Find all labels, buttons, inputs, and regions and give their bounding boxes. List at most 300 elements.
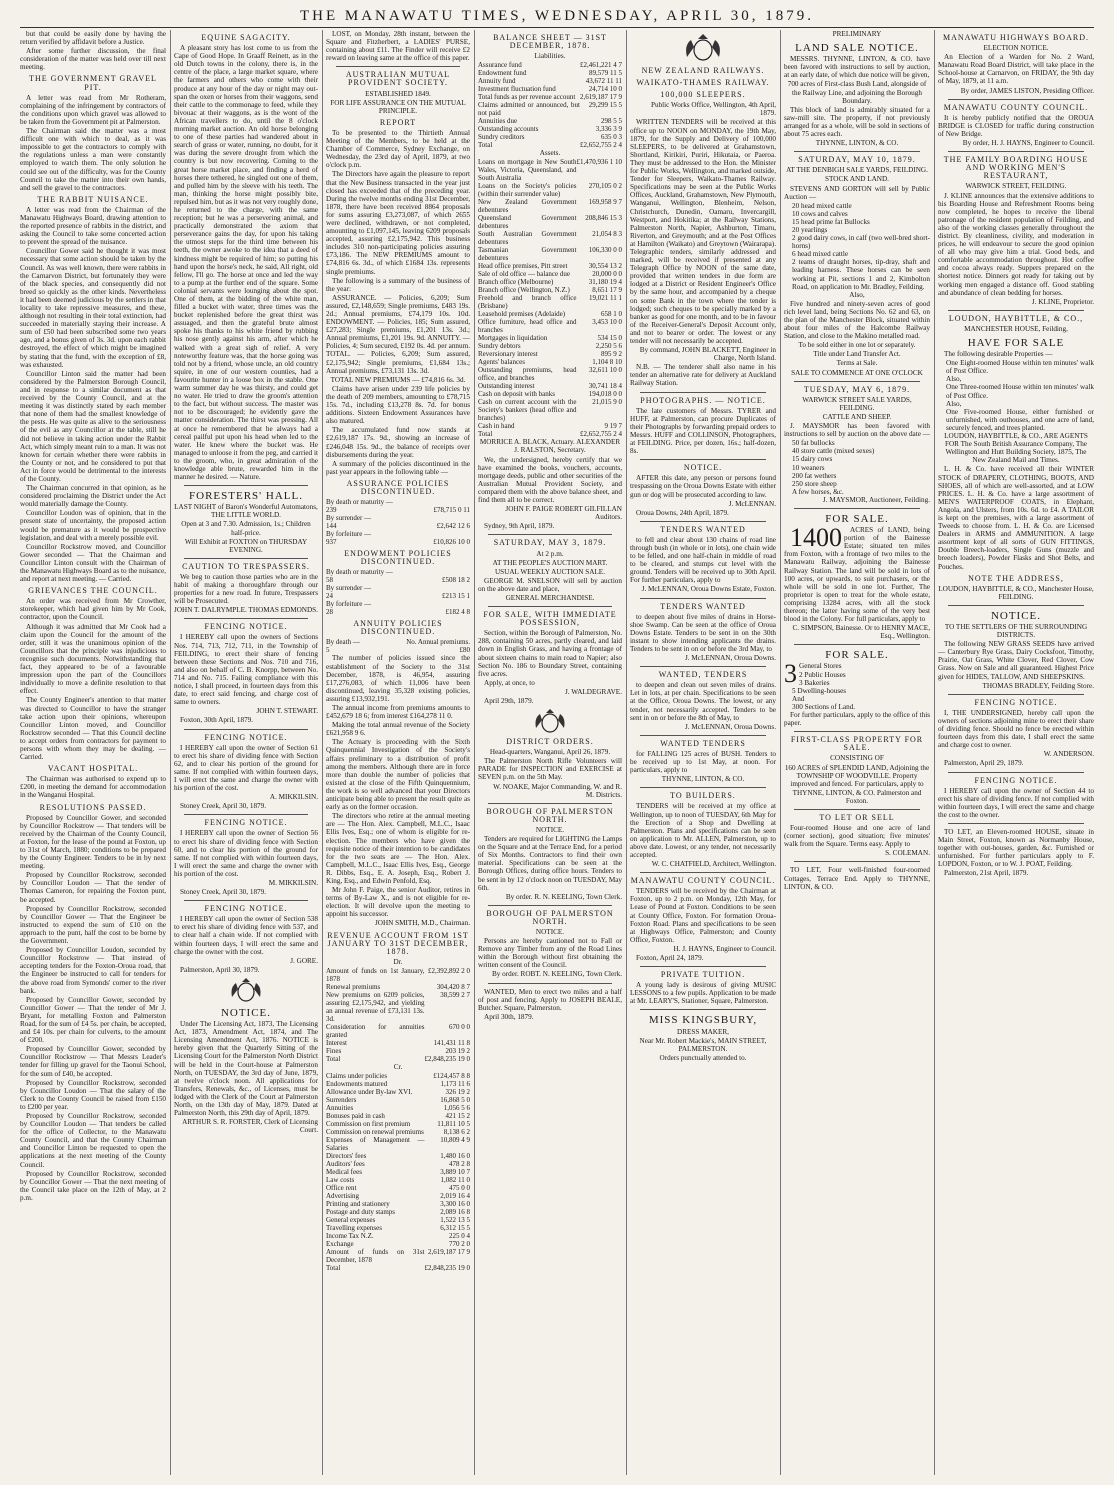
table-cell-value: 2,250 5 6 xyxy=(595,342,622,351)
table-cell-value: 89,579 11 5 xyxy=(589,69,622,78)
table-row xyxy=(326,1152,470,1160)
table-cell-value: 770 2 0 xyxy=(449,1240,470,1248)
ad-heading: THE FAMILY BOARDING HOUSE AND WORKING MEN'S RESTAURANT, xyxy=(943,155,1089,181)
table-cell-label: Branch office (Melbourne) xyxy=(478,278,554,287)
column-land-sales xyxy=(784,30,930,1475)
table-row xyxy=(326,1224,470,1232)
ad-text: AFTER this date, any person or persons found trespassing on the Oroua Downs Estate with either gun or dog will be prosecuted according to law. xyxy=(630,474,776,499)
divider xyxy=(640,459,766,460)
table-row xyxy=(326,1240,470,1248)
table-row xyxy=(326,514,470,522)
royal-crest-icon xyxy=(530,708,570,734)
ad-date: Palmerston, April 29, 1879. xyxy=(944,759,1024,768)
divider xyxy=(184,729,308,730)
ad-heading: NOTICE. xyxy=(220,1006,272,1019)
table-cell-value xyxy=(428,600,471,608)
table-row xyxy=(326,1047,470,1055)
table-cell-value: 8,651 17 9 xyxy=(592,286,622,295)
table-cell-value: £508 18 2 xyxy=(442,576,470,585)
divider xyxy=(184,814,308,815)
paragraph: Proposed by Councillor Gower, and seconded by Councillor Rockstrow — That tenders will be received by the Chairman of the County Council, at Foxton, for the lease of the pound at Foxton, up to 31st of March, 1880; conditions to be prepared by the County Engineer. Tenders to be in by next meeting. xyxy=(20,813,166,871)
column-rule xyxy=(170,30,171,1475)
table-cell-value: 141,431 11 8 xyxy=(433,1038,470,1047)
table-row xyxy=(478,214,622,230)
ad-heading: BOROUGH OF PALMERSTON NORTH. xyxy=(486,908,614,926)
divider xyxy=(640,966,766,967)
ad-signature: ARTHUR S. R. FORSTER, Clerk of Licensing Court. xyxy=(182,1118,318,1135)
ad-signature: J. GORE. xyxy=(290,956,318,965)
list-item: 15 dairy cows xyxy=(792,455,833,464)
table-row xyxy=(326,1208,470,1216)
ad-text: To be sold either in one lot or separately. xyxy=(798,341,916,350)
ad-text: I HEREBY call upon the owners of Sections Nos. 714, 713, 712, 711, in the Township of FEILDING, to erect their share of fencing between these Sections and Nos. 710 and 716, and also on behalf of C. B. Knorpp, between No. 714 and No. 715. Failing compliance with this notice, I shall proceed, in fourteen days from this date, to erect said fencing, and charge cost of same to owners. xyxy=(174,633,318,707)
table-cell-value: 43,672 11 11 xyxy=(585,77,622,86)
table-row xyxy=(478,430,622,438)
ad-signature: W. ANDERSON. xyxy=(1043,750,1094,759)
list-item: 10 cows and calves xyxy=(792,209,848,218)
ad-text: L. H. & Co. have received all their WINTER STOCK of DRAPERY, CLOTHING, BOOTS, AND SHOES, all of which are well-assorted, and at LOW PRICES. L. H. & Co. have a large assortment of MEN'S WATERPROOF COATS, in Elephant, Angola, and Ulsters, from 10s. 6d. to £4. A TAILOR is kept on the premises, with a large assortment of Tweeds to choose from. L. H. & Co. are Licensed Dealers in ARMS and AMMUNITION. A large assortment kept of all sorts of GUN FITTINGS, Double Breech-loaders, Single Guns (muzzle and breech loaders), Powder Flasks and Shot Belts, and Pouches. xyxy=(938,465,1094,571)
table-heading: ASSURANCE POLICIES DISCONTINUED. xyxy=(346,478,450,496)
table-cell-value: 304,420 8 7 xyxy=(436,982,470,991)
paragraph: The directors who retire at the annual meeting are — The Hon. Alex. Campbell, M.L.C., Isaac Ellis Ives, Esq.; one of whom is eligible for re-election. The members who have given the requisite notice of their intention to be candidates for the two seats are — The Hon. Alex. Campbell, M.L.C., Isaac Ellis Ives, Esq., George R. Dibbs, Esq., E. A. Joseph, Esq., Robert J. King, Esq., and Edwin Penfold, Esq. xyxy=(326,812,470,885)
ad-text xyxy=(784,662,930,711)
table-row xyxy=(478,294,622,310)
list-item: 2 teams of draught horses, tip-dray, shaft and leading harness. These horses can be seen working at Pit, sections 1 and 2, Kimbolton Road, on application to Mr. Bradley, Feilding. xyxy=(792,258,930,291)
ad-text: Also, xyxy=(849,290,865,299)
table-row xyxy=(326,522,470,530)
list-item: Also, xyxy=(946,399,962,408)
table-cell-label: New premiums on 6209 policies, assuring £2,175,942, and yielding an annual revenue of £73,131 13s. 3d. xyxy=(326,990,425,1023)
table-heading: REVENUE ACCOUNT FROM 1ST JANUARY TO 31ST DECEMBER, 1878. xyxy=(327,930,469,956)
paragraph: Proposed by Councillor Loudon, seconded by Councillor Rockstrow — That instead of accepting tenders for the Foxton-Oroua road, that the Engineer be instructed to call for tenders for the above road from Symonds' corner to the river bank. xyxy=(20,946,166,995)
table-row xyxy=(326,983,470,991)
ad-heading: TUESDAY, MAY 6, 1879. xyxy=(803,384,911,394)
ad-text: to fell and clear about 130 chains of road line through bush (in whole or in lots), one chain wide to be felled, and one half-chain in middle of road to be cleared, and stumps cut level with the ground. Tenders will be received up to 30th April. For further particulars, apply to xyxy=(630,535,776,585)
table-cell-value xyxy=(419,514,470,522)
ad-heading: NOTICE. xyxy=(990,609,1042,622)
discontinued-table xyxy=(326,568,470,616)
table-cell-label: By forfeiture — xyxy=(326,530,372,539)
table-cell-label: Sundry debtors xyxy=(478,342,521,351)
ad-text: Four-roomed House and one acre of land (corner section), good situation; five minutes' walk from the Square. Terms easy. Apply to xyxy=(784,824,930,849)
table-row xyxy=(326,1232,470,1240)
column-railway-tenders xyxy=(630,30,776,1475)
table-cell-label: Office furniture, head office and branches xyxy=(478,318,577,335)
ad-date: Foxton, April 24, 1879. xyxy=(636,954,704,962)
ad-heading: FIRST-CLASS PROPERTY FOR SALE. xyxy=(790,735,924,753)
ad-date: Palmerston, April 30, 1879. xyxy=(180,965,260,974)
ad-signature: By order, H. J. HAYNS, Engineer to Council. xyxy=(962,139,1094,148)
ad-heading: SATURDAY, MAY 10, 1879. xyxy=(798,155,916,165)
ad-text: NOTICE. xyxy=(535,927,565,936)
table-cell-label: Cash on deposit with banks xyxy=(478,390,555,399)
table-cell-label: Office rent xyxy=(326,1184,357,1192)
ad-heading: AUSTRALIAN MUTUAL PROVIDENT SOCIETY. xyxy=(345,70,451,88)
table-row xyxy=(326,1055,470,1063)
ad-heading: LAND SALE NOTICE. xyxy=(795,42,919,55)
divider xyxy=(640,1009,766,1010)
big-number: 3 xyxy=(784,662,797,689)
divider xyxy=(640,735,766,736)
divider xyxy=(948,99,1084,100)
table-cell-label: General expenses xyxy=(326,1216,376,1224)
ad-signature: S. COLEMAN. xyxy=(885,849,930,858)
paragraph: Making the total annual revenue of the Society £621,958 9 6. xyxy=(326,721,470,738)
table-cell-value: 225 0 4 xyxy=(449,1232,470,1240)
table-cell-value: 3,453 10 0 xyxy=(592,318,622,327)
table-cell-label: Outstanding interest xyxy=(478,382,535,391)
section-heading: REPORT xyxy=(379,117,417,127)
discontinued-table xyxy=(326,498,470,546)
table-cell-label: Directors' fees xyxy=(326,1152,367,1160)
table-row xyxy=(326,1080,470,1088)
table-cell-value: 475 0 0 xyxy=(449,1184,470,1192)
list-item: 20 head mixed cattle xyxy=(792,201,852,210)
table-cell-value: 1,173 11 6 xyxy=(440,1080,470,1088)
table-cell-label: Outstanding premiums, head office, and branches xyxy=(478,366,577,383)
ad-heading: FENCING NOTICE. xyxy=(204,904,288,914)
table-cell-label: Amount of funds on 31st December, 1878 xyxy=(326,1248,425,1264)
table-cell-label: Investment fluctuation fund xyxy=(478,85,556,94)
paragraph: The Chairman said the matter was a most difficult one with which to deal, as it was impossible to get the contractors to comply with the regulations unless a man were constantly employed to watch them. The only solution he could see out of the difficulty, was for the County Council to take the matter into their own hands, and sell the gravel to the contractors. xyxy=(20,127,166,192)
table-row xyxy=(326,1160,470,1168)
ad-text: Orders punctually attended to. xyxy=(659,1053,747,1062)
ad-signature: J. McLENNAN, Oroua Downs. xyxy=(684,722,776,731)
ad-text: SALE TO COMMENCE AT ONE O'CLOCK xyxy=(791,368,923,377)
ad-text xyxy=(784,523,930,624)
ad-text: Near Mr. Robert Mackie's, MAIN STREET, PALMERSTON. xyxy=(639,1036,767,1053)
ad-heading: SATURDAY, MAY 3, 1879. xyxy=(493,538,607,548)
ad-text: Five hundred and ninety-seven acres of good rich level land, being Sections No. 62 and 63, on the plan of the Manchester Block, situated within about four miles of the Halcombe Railway Station, and close to the Makino metalled road. xyxy=(784,299,930,341)
ad-text: USUAL WEEKLY AUCTION SALE. xyxy=(494,567,605,576)
ad-heading: PHOTOGRAPHS. — NOTICE. xyxy=(640,395,766,405)
table-cell-label: Loans on the Society's policies (within their surrender value) xyxy=(478,182,577,199)
table-row xyxy=(478,230,622,246)
section-heading: THE RABBIT NUISANCE. xyxy=(37,194,149,204)
ad-text: TO LET, Four well-finished four-roomed Cottages, Terrace End. Apply to THYNNE, LINTON, & CO. xyxy=(784,866,930,891)
paragraph: Proposed by Councillor Rockstrow, seconded by Councillor Gower — That the Engineer be instructed to expend the sum of £10 on the approach to the punt, half the cost to be borne by the Government. xyxy=(20,904,166,946)
divider xyxy=(184,900,308,901)
table-cell-label: Total xyxy=(478,430,493,439)
ad-signature: By order. ROBT. N. KEELING, Town Clerk. xyxy=(492,970,622,979)
table-row xyxy=(326,1200,470,1208)
list-item: 3 Bakeries xyxy=(799,678,830,687)
ad-signature: By command, JOHN BLACKETT, Engineer in Charge, North Island. xyxy=(639,346,776,363)
ad-text: Under The Licensing Act, 1873, The Licensing Act, 1873, Amendment Act, 1874, and The Licensing Amendment Act, 1876. NOTICE is hereby given that the Quarterly Sitting of the Licensing Court for the Palmerston North District will be held in the Court-house at Palmerston North, on TUESDAY, the 3rd day of June, 1879, at twelve o'clock noon. All applications for Transfers, Renewals, &c., of Licenses, must be lodged with the Clerk of the Court at Palmerston North, on the 13th day of May, 1879. Dated at Palmerston North, this 29th day of April, 1879. xyxy=(174,1020,318,1118)
table-cell-value: 6,312 15 5 xyxy=(440,1224,470,1232)
table-row xyxy=(478,262,622,270)
paragraph: Proposed by Councillor Rockstrow, seconded by Councillor Loudon — That tenders be called for the office of Collector, to the Manawatu County Council, and that the County Chairman and Councillor Linton be requested to open the applications at the next meeting of the County Council. xyxy=(20,1112,166,1169)
divider xyxy=(184,618,308,619)
table-cell-value: 895 9 2 xyxy=(601,350,622,359)
article-text: A pleasant story has lost come to us from the Cape of Good Hope. In Graaff Reinett, as in the old Dutch towns in the colony, there is, in the centre of the place, a large market square, where the farmers and others who come with their produce at any hour of the day or night may out-span the oxen or horses from their waggons, send their cattle to the commonage to feed, while they bivouac at their waggons, as is the wont of the African travellers to do, until the 8 o'clock morning market auction. An old horse belonging to one of these parties had wandered about in search of grass or water, running, no doubt, for it was during the severe drought from which the country is but now recovering. Coming to the great horse market place, and finding a herd of horses there tethered, he singled out one of them, and pulled him by the sleeve with his teeth. The man, thinking the horse might possibly bite, repulsed him, but as it was not very roughly done, he returned to the charge, with the same reception; but he was a persevering animal, and practically demonstrated the axiom that perseverance gains the day, for upon his taking the utmost steps for the third time between his teeth, the owner awoke to the idea that a deed of kindness might be required of him; so putting his hand upon the horse's neck, he said, All right, old fellow, I'll go. The horse at once and led the way to a pump at the further end of the square. Some colonial servants were lounging about the spot. One of them, at the bidding of the white man, filled a bucket with water, three times was the bucket replenished before the great thirst was assuaged, and then the grateful brute almost spoke his thanks to his white friend by rubbing his nose gently against his arm, after which he walked with a great sigh of relief. A very noteworthy feature was, that the horse going was told not by a friend, whose uncle, an old country squire, in one of our western counties, had a favourite hunter in a loose box in the stable. One warm summer day he was thirsty, and could get no water. He tried to draw the groom's attention to the fact, but without success. The master was not to be discouraged; he evidently gave the matter consideration. The thirst was pressing. All at once he remembered that he always had a cereal pailful put upon his head when led to the water. He knew where the bucket was. He managed to unloose it from the peg, and carried it to the groom, who, in great admiration of the knowledge able brute, rewarded him in the manner he desired. — Nature. xyxy=(174,44,318,482)
table-cell-label: Auditors' fees xyxy=(326,1160,365,1168)
table-cell-label: Consideration for annuities granted xyxy=(326,1022,425,1039)
table-cell-label: Medical fees xyxy=(326,1168,362,1176)
ad-signature: THOMAS BRADLEY, Feilding Store. xyxy=(982,681,1094,690)
ad-text: MESSRS. THYNNE, LINTON, & CO. have been favored with instructions to sell by auction, at an early date, of which due notice will be given, xyxy=(784,55,930,80)
table-cell-label: By forfeiture — xyxy=(326,600,372,609)
ad-text: I HEREBY call upon the owner of Section 538 to erect his share of dividing fence with 537, and to clear half a chain wide. If not complied with within fourteen days, I will erect the same and charge the owner with the cost. xyxy=(174,915,318,956)
table-cell-value: 1,480 16 0 xyxy=(440,1152,470,1160)
paragraph: Councillor Loudon was of opinion, that in the present state of uncertainty, the proposed action would be premature as it would be prospective legislation, and deal with a merely possible evil. xyxy=(20,509,166,542)
table-cell-value: £80 xyxy=(459,646,470,655)
table-cell-value: £182 4 8 xyxy=(445,608,470,617)
table-row xyxy=(326,638,470,646)
table-cell-label: Loans on mortgage in New South Wales, Victoria, Queensland, and South Australia xyxy=(478,158,577,183)
ad-text: Head-quarters, Wanganui, April 26, 1879. xyxy=(489,748,611,757)
ad-heading: NOTICE. xyxy=(683,463,723,473)
ad-signature: M. MIKKILSIN. xyxy=(268,879,318,887)
divider xyxy=(794,508,920,509)
divider xyxy=(184,558,308,559)
list-item: 300 Sections of Land. xyxy=(792,702,856,711)
list-item: One Eight-roomed House within ten minutes' walk of Post Office. xyxy=(946,359,1094,376)
ad-text: TENDERS will be received at my office at Wellington, up to noon of TUESDAY, 6th May for the Erection of a Shop and Dwelling at Palmerston. Plans and specifications can be seen on application to Mr. ALLEN, Palmerston, up to above date. Lowest, or any tender, not necessarily accepted. xyxy=(630,802,776,859)
revenue-table xyxy=(326,1072,470,1272)
divider xyxy=(488,983,612,984)
table-side: Assets. xyxy=(539,149,561,158)
table-cell-label: 5 xyxy=(326,646,330,655)
paragraph: The number of policies issued since the establishment of the Society to the 31st December, 1878, is 46,954, assuring £17,276,083, of which 11,006 have been discontinued, leaving 35,328 existing policies, assuring £13,932,191. xyxy=(326,654,470,703)
list-item: 40 store cattle (mixed sexes) xyxy=(792,447,875,456)
table-cell-value: 1,104 8 10 xyxy=(592,358,622,367)
table-cell-label: Freehold and branch office (Brisbane) xyxy=(478,294,577,311)
table-cell-label: Queensland Government debentures xyxy=(478,214,577,231)
ad-date: Sydney, 9th April, 1879. xyxy=(484,522,555,531)
column-notices xyxy=(174,30,318,1475)
ad-signature: H. J. HAYNS, Engineer to Council. xyxy=(673,944,776,953)
paragraph: An order was received from Mr Crowther, storekeeper, which had given him by Mr Cook, contractor, upon the Council. xyxy=(20,597,166,622)
paragraph: Proposed by Councillor Gower, seconded by Councillor Gower — That the tender of Mr J. Bryant, for metalling Foxton and Palmerston Road, for the sum of £4 5s. per chain, be accepted, and £4 10s. per chain for culverts, to the amount of £200. xyxy=(20,995,166,1045)
table-side: Cr. xyxy=(393,1062,403,1071)
divider xyxy=(640,392,766,393)
table-row xyxy=(478,198,622,214)
ad-text: WRITTEN TENDERS will be received at this office up to NOON on MONDAY, the 19th May, 1879, for the Supply and Delivery of 100,000 SLEEPERS, to be delivered at Grahamstown, Shortland, Kirikiri, Puriri, Hikutaia, or Paeroa. They must be addressed to the Hon. the Minister for Public Works, Wellington, and marked outside, Tender for Sleepers, Waikato-Thames Railway. Specifications may be seen at the Public Works Offices, Auckland, Grahamstown, New Plymouth, Wanganui, Wellington, Blenheim, Nelson, Christchurch, Dunedin, Oamaru, Invercargill, Westport, and Hokitika; at the Railway Stations, Palmerston North, Napier, Ashburton, Timaru, Riverton, and Greymouth; and at the Post Offices at Hamilton (Waikato) and Greytown (Wairarapa). Telegraphic tenders, similarly addressed and marked, will be received if presented at any Telegraph Office by NOON of the same date, provided that written tenders in due form are lodged at a District or Resident Engineer's Office by the same hour, and accompanied by a cheque on some Bank in the town where the tender is lodged; such cheques to be specially marked by a banker as good for one month, and to be in favour of the Receiver-General's Deposit Account only, and not to bearer or order. The lowest or any tender will not necessarily be accepted. xyxy=(630,118,776,345)
ad-text: WANTED, Men to erect two miles and a half of post and fencing. Apply to JOSEPH BEALE, Butcher. Square, Palmerston. xyxy=(478,987,622,1012)
table-cell-label: Bonuses paid in cash xyxy=(326,1112,385,1120)
table-row xyxy=(478,286,622,294)
column-rule xyxy=(322,30,323,1475)
divider xyxy=(948,694,1084,695)
table-cell-label: Advertising xyxy=(326,1192,360,1200)
table-heading: ENDOWMENT POLICIES DISCONTINUED. xyxy=(344,549,452,567)
table-cell-label: Annuity fund xyxy=(478,77,516,86)
list-item: And xyxy=(792,694,805,703)
table-cell-value: 2,019 16 4 xyxy=(440,1192,470,1200)
table-cell-label: Leasehold premises (Adelaide) xyxy=(478,310,566,319)
divider xyxy=(640,521,766,522)
table-cell-value: £10,826 10 0 xyxy=(433,538,470,547)
divider xyxy=(794,644,920,645)
table-row xyxy=(478,158,622,182)
table-row xyxy=(478,310,622,318)
ad-text: NOTICE. xyxy=(535,825,565,834)
table-row xyxy=(478,101,622,117)
table-row xyxy=(326,1112,470,1120)
table-cell-label: Claims under policies xyxy=(326,1072,388,1080)
table-row xyxy=(478,77,622,85)
ad-text: Apply, at once, to xyxy=(484,678,535,687)
paragraph: Councillor Rockstrow moved, and Councillor Gower seconded — That the Chairman and Councillor Linton consult with the Chairman of the Manawatu Highways Board as to the nuisance, and report at next meeting. — Carried. xyxy=(20,542,166,584)
table-row xyxy=(326,1023,470,1039)
ad-text: STOCK AND LAND. xyxy=(825,175,889,184)
ad-text: 160 ACRES of SPLENDID LAND, Adjoining the TOWNSHIP OF WOODVILLE. Property improved and fenced. For particulars, apply to xyxy=(784,763,930,788)
table-cell-value: £2,461,221 4 7 xyxy=(580,61,622,70)
table-cell-value: No. Annual premiums. xyxy=(406,638,470,647)
ad-text: The following desirable Properties — xyxy=(944,350,1053,359)
ad-signature: MORRICE A. BLACK, Actuary. ALEXANDER J. RALSTON, Secretary. xyxy=(479,438,621,455)
ad-signature: J. WALDEGRAVE. xyxy=(564,687,622,696)
ad-text: For further particulars, apply to the office of this paper. xyxy=(784,711,930,728)
ad-signature: JOHN T. STEWART. xyxy=(256,707,318,716)
table-row xyxy=(478,117,622,125)
ad-text: LAST NIGHT of Baron's Wonderful Automatons, THE LITTLE WORLD. xyxy=(174,503,318,520)
table-cell-label: Postage and duty stamps xyxy=(326,1208,396,1216)
ad-heading: TO LET OR SELL xyxy=(819,812,895,822)
table-cell-value: £78,715 0 11 xyxy=(433,506,470,515)
ad-signature: By order, JAMES LISTON, Presiding Officer. xyxy=(960,86,1094,95)
table-cell-label: Sundry creditors xyxy=(478,133,525,142)
table-cell-label: Mortgages in liquidation xyxy=(478,334,548,343)
ad-heading: FENCING NOTICE. xyxy=(204,732,288,742)
table-cell-label: Amount of funds on 1st January, 1878 xyxy=(326,966,425,983)
ad-text: A young lady is desirous of giving MUSIC LESSONS to a few pupils. Application to be made at Mr. LEARY'S, Stationer, Square, Palmerston. xyxy=(630,981,776,1006)
ad-text: ELECTION NOTICE. xyxy=(983,44,1049,53)
table-cell-value: 635 0 3 xyxy=(601,133,622,142)
table-cell-value: 1,056 5 6 xyxy=(443,1104,470,1112)
table-row xyxy=(326,1128,470,1136)
table-heading: ANNUITY POLICIES DISCONTINUED. xyxy=(353,619,443,637)
table-row xyxy=(478,342,622,350)
ad-heading: FENCING NOTICE. xyxy=(204,622,288,632)
table-row xyxy=(326,1192,470,1200)
paragraph: Proposed by Councillor Rockstrow, seconded by Councillor Loudon — That the tender of Thomas Cameron, for repairing the Foxton punt, be accepted. xyxy=(20,871,166,904)
list-item: 5 Dwelling-houses xyxy=(792,686,847,695)
table-cell-label: Interest xyxy=(326,1038,347,1047)
table-cell-label: Total xyxy=(326,1264,341,1272)
ad-text: DRESS MAKER, xyxy=(677,1027,729,1036)
table-cell-label: 58 xyxy=(326,576,333,585)
table-cell-label: Endowment fund xyxy=(478,69,527,78)
table-row xyxy=(478,133,622,141)
table-row xyxy=(478,69,622,77)
ad-text: LOUDON, HAYBITTLE, & CO., Manchester House, FEILDING. xyxy=(938,584,1094,601)
ad-signature: THYNNE, LINTON, & CO. xyxy=(661,775,745,784)
table-row xyxy=(326,538,470,546)
table-cell-label: Head office premises, Pitt street xyxy=(478,262,568,271)
divider xyxy=(948,151,1084,152)
table-cell-label: Total funds as per revenue account xyxy=(478,93,576,102)
table-row xyxy=(478,390,622,398)
ad-signature: J. McLENNAN, Oroua Downs Estate, Foxton. xyxy=(641,585,776,594)
table-row xyxy=(478,182,622,198)
ad-heading: FOR SALE. xyxy=(825,649,889,662)
ad-text: I HEREBY call upon the owner of Section 56 to erect his share of dividing fence with Section 60, and to clear his portion of the ground for same. If not complied with within fourteen days, I will erect the same and charge the owner with his portion of the cost. xyxy=(174,829,318,878)
ad-signature: J. KLINE, Proprietor. xyxy=(1031,297,1094,306)
table-cell-label: Renewal premiums xyxy=(326,982,381,991)
column-rule xyxy=(780,30,781,1475)
discontinued-table xyxy=(326,638,470,654)
ad-signature: J. McLENNAN. xyxy=(728,499,776,508)
divider xyxy=(184,485,308,486)
divider xyxy=(948,605,1084,606)
table-cell-value: £1,470,936 1 10 xyxy=(576,158,622,167)
ad-text: for FALLING 125 acres of BUSH. Tenders to be received up to 1st May, at noon. For particulars, apply to xyxy=(630,749,776,775)
paragraph: Mr John F. Paige, the senior Auditor, retires in terms of By-Law X., and is not eligible for re-election. It will devolve upon the meeting to appoint his successor. xyxy=(326,886,470,919)
paragraph: The Chairman concurred in that opinion, as he considered proclaiming the District under the Act would materially damage the County. xyxy=(20,484,166,509)
table-cell-label: By death or maturity — xyxy=(326,498,393,507)
paragraph: The accumulated fund now stands at £2,619,187 17s. 9d., showing an increase of £246,048 15s. 9d., the balance of receipts over disbursements during the year. xyxy=(326,426,470,459)
table-row xyxy=(478,318,622,334)
table-row xyxy=(478,358,622,366)
table-cell-value: 38,599 2 7 xyxy=(440,990,470,999)
table-row xyxy=(478,93,622,101)
table-row xyxy=(478,398,622,422)
list-item: 200 fat wethers xyxy=(792,471,837,480)
table-cell-label: Exchange xyxy=(326,1240,354,1248)
table-cell-label: Commission on first premium xyxy=(326,1120,411,1128)
ad-date: Palmerston, 21st April, 1879. xyxy=(944,869,1029,878)
column-rule xyxy=(626,30,627,1475)
ad-signature: W. NOAKE, Major Commanding, W. and R. M. Districts. xyxy=(493,782,622,799)
table-cell-value: 1,522 13 5 xyxy=(440,1216,470,1224)
ad-text: GENERAL MERCHANDISE. xyxy=(505,593,595,602)
intro-text: but that could be easily done by having the return verified by affidavit before a Justice. xyxy=(20,30,166,47)
table-cell-label: By surrender — xyxy=(326,514,372,523)
table-cell-value: 31,180 19 4 xyxy=(588,278,622,287)
list-item: 50 fat bullocks xyxy=(792,439,835,448)
table-cell-label: New Zealand Government debentures xyxy=(478,198,577,215)
ad-signature: A. MIKKILSIN. xyxy=(269,793,318,802)
stock-list xyxy=(784,202,930,291)
table-cell-value: 21,054 8 3 xyxy=(592,230,622,239)
ad-text: Title under Land Transfer Act. xyxy=(813,350,901,359)
table-row xyxy=(326,1088,470,1096)
table-cell-value: 169,958 9 7 xyxy=(588,198,622,207)
ad-text: Section, within the Borough of Palmerston, No. 288, containing 50 acres, partly cleared, and laid down in English Grass, and having a frontage of about sixteen chains to main road to Napier; also Section No. 186 to Boundary Street, containing five acres. xyxy=(478,629,622,678)
ad-text: 700 acres of First-class Bush Land, alongside of the Railway Line, and adjoining the Borough Boundary. xyxy=(787,80,927,105)
table-heading: BALANCE SHEET — 31ST DECEMBER, 1878. xyxy=(493,33,607,51)
ad-heading: FOR SALE. xyxy=(825,512,889,525)
table-cell-label: Reversionary interest xyxy=(478,350,538,359)
ad-signature: JOHN T. DALRYMPLE. THOMAS EDMONDS. xyxy=(174,606,318,615)
table-cell-value: 670 0 0 xyxy=(449,1022,470,1031)
table-cell-label: Sale of old office — balance due xyxy=(478,270,571,279)
table-cell-value: 16,868 5 0 xyxy=(440,1096,470,1104)
list-item: A few horses, &c. xyxy=(792,487,844,496)
table-row xyxy=(326,1248,470,1264)
ad-text: STEVENS AND GORTON will sell by Public Auction — xyxy=(784,184,930,201)
ad-heading: MANAWATU COUNTY COUNCIL. xyxy=(943,102,1089,112)
paragraph: Proposed by Councillor Gower, seconded by Councillor Rockstrow — That Messrs Leader's tender for filling up gravel for the Taonui School, for the sum of £40, be accepted. xyxy=(20,1045,166,1078)
list-item: 10 weaners xyxy=(792,463,825,472)
table-cell-value: 106,330 0 0 xyxy=(588,246,622,255)
table-row xyxy=(478,382,622,390)
ad-heading: NEW ZEALAND RAILWAYS. xyxy=(641,66,765,75)
table-cell-value: 208,846 15 3 xyxy=(585,214,622,223)
divider xyxy=(488,803,612,804)
list-item: 250 store sheep xyxy=(792,479,837,488)
table-row xyxy=(326,1136,470,1152)
table-cell-value: 30,741 18 4 xyxy=(588,382,622,391)
table-row xyxy=(326,1216,470,1224)
table-cell-value: 32,611 10 0 xyxy=(589,366,622,375)
table-row xyxy=(326,600,470,608)
ad-date: Oroua Downs, 24th April, 1879. xyxy=(636,508,729,517)
ad-signature: By order. R. N. KEELING, Town Clerk. xyxy=(505,892,622,901)
ad-text: CATTLE AND SHEEP. xyxy=(822,412,892,421)
